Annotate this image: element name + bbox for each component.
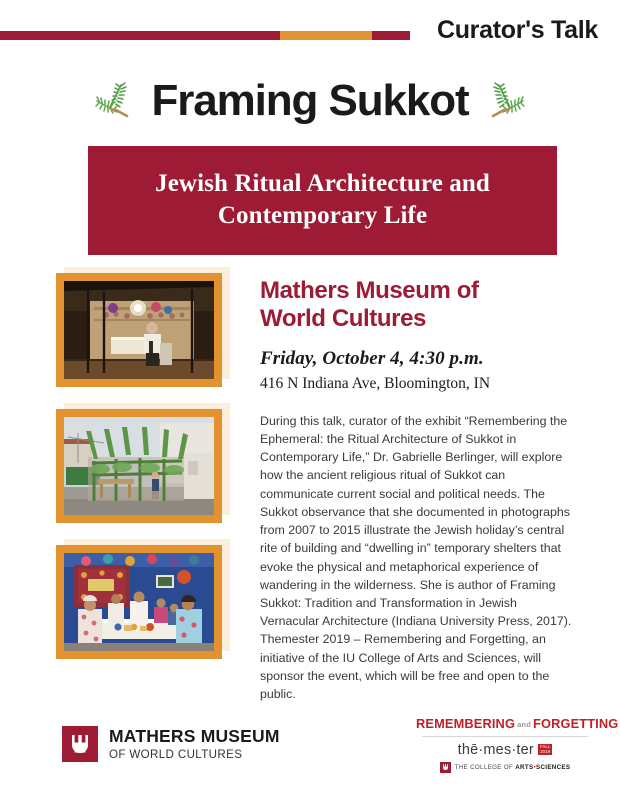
iu-trident-icon bbox=[62, 726, 98, 762]
photo-sukkah-exterior-palm bbox=[56, 409, 222, 523]
mathers-line-1: MATHERS MUSEUM bbox=[109, 726, 280, 747]
eyebrow-curators-talk: Curator's Talk bbox=[436, 16, 598, 44]
college-dot: • bbox=[533, 763, 536, 771]
rf-part-2: FORGETTING bbox=[533, 715, 619, 731]
subtitle-line-1: Jewish Ritual Architecture and bbox=[155, 170, 490, 197]
mathers-museum-logo bbox=[62, 726, 280, 762]
themester-term-badge bbox=[538, 744, 552, 756]
themester-wordmark-row bbox=[416, 742, 594, 758]
subtitle-banner bbox=[88, 146, 557, 255]
rf-and: and bbox=[517, 719, 531, 729]
venue-line-2: World Cultures bbox=[260, 305, 426, 333]
themester-logo bbox=[416, 715, 619, 773]
willow-branch-icon bbox=[483, 79, 529, 123]
photo-column bbox=[56, 273, 236, 716]
main-title-row bbox=[0, 72, 620, 130]
event-address: 416 N Indiana Ave, Bloomington, IN bbox=[260, 374, 491, 392]
remembering-forgetting-title bbox=[416, 715, 619, 731]
photo-frame bbox=[56, 273, 222, 387]
rf-part-1: REMEMBERING bbox=[416, 715, 516, 731]
event-datetime: Friday, October 4, 4:30 p.m. bbox=[260, 347, 484, 369]
college-arts: ARTS bbox=[515, 763, 534, 771]
header-rule-segment-orange bbox=[280, 31, 372, 40]
badge-line-2: 2019 bbox=[540, 748, 551, 754]
subtitle-line-2: Contemporary Life bbox=[217, 201, 428, 229]
photo-frame bbox=[56, 545, 222, 659]
mathers-line-2: OF WORLD CULTURES bbox=[109, 747, 243, 761]
mathers-wordmark bbox=[109, 727, 280, 760]
venue-name bbox=[260, 277, 572, 334]
badge-line-1: FALL bbox=[539, 743, 551, 749]
page-title: Framing Sukkot bbox=[151, 76, 469, 125]
iu-trident-icon bbox=[440, 762, 451, 773]
header-rule-segment-crimson-left bbox=[0, 31, 280, 40]
college-sciences: SCIENCES bbox=[535, 763, 571, 771]
header-rule-segment-crimson-right bbox=[372, 31, 410, 40]
poster-footer bbox=[0, 705, 620, 783]
photo-frame bbox=[56, 409, 222, 523]
poster-header bbox=[0, 0, 620, 62]
college-text bbox=[455, 764, 571, 771]
venue-line-1: Mathers Museum of bbox=[260, 277, 479, 304]
college-row bbox=[416, 762, 594, 773]
event-description: During this talk, curator of the exhibit “Remembering the Ephemeral: the Ritual Architecture of Sukkot in Contemporary Life,” Dr. Gabrielle Berlinger, will explore how the ancient religious ritual of Sukkot can communicate current social and political needs. The Sukkot observance that she documented in photographs from 2007 to 2015 illustrate the Jewish holiday’s central rite of building and “dwelling in” temporary shelters that evoke the physical and metaphorical experience of wandering in the wilderness. She is author of Framing Sukkot: Tradition and Transformation in Jewish Vernacular Architecture (Indiana University Press, 2017). Themester 2019 – Remembering and Forgetting, an initiative of the IU College of Arts and Sciences, will sponsor the event, which will be free and open to the public. bbox=[260, 413, 572, 702]
text-column bbox=[236, 273, 572, 716]
header-rule bbox=[0, 31, 410, 40]
photo-sukkah-interior-man bbox=[56, 273, 222, 387]
poster-body bbox=[0, 273, 620, 716]
college-prefix: THE COLLEGE OF bbox=[454, 763, 516, 771]
themester-wordmark: thē·mes·ter bbox=[457, 741, 534, 758]
willow-branch-icon bbox=[91, 79, 137, 123]
photo-sukkah-family-meal bbox=[56, 545, 222, 659]
footer-divider bbox=[422, 736, 588, 737]
